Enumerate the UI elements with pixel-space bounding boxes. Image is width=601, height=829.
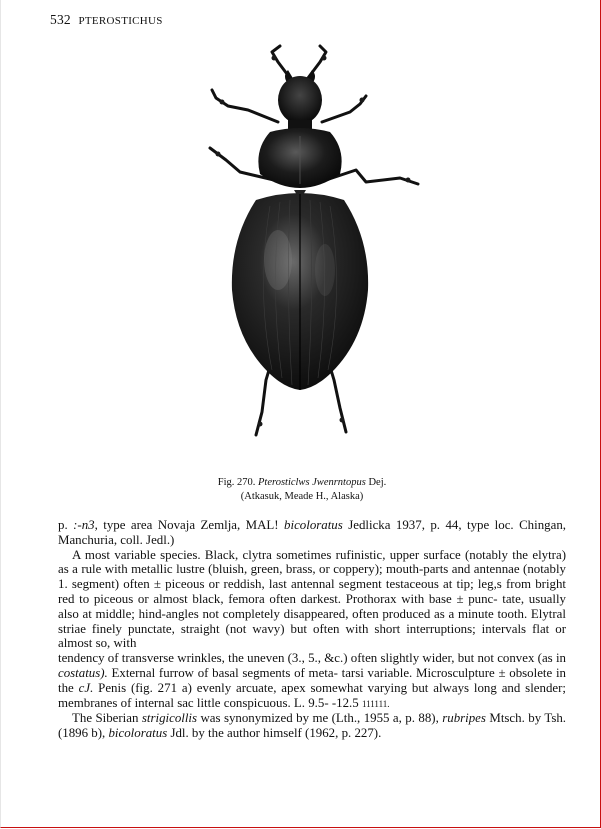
italic-text: :-n3, (73, 518, 98, 532)
caption-line-1 (120, 476, 484, 490)
italic-text: strigicollis (141, 711, 198, 726)
paragraph-3 (58, 651, 566, 711)
running-head (50, 12, 163, 28)
page-number: 532 (50, 12, 71, 27)
section-title: PTEROSTICHUS (78, 15, 163, 27)
paragraph-1 (58, 518, 566, 548)
italic-text: rubripes (442, 711, 486, 726)
figure-caption (120, 476, 484, 503)
text-run: Penis (fig. 271 a) evenly arcuate, apex somewhat varying but always long and slender; membranes of internal sac little conspicuous. L. 9.5- -12.5 (58, 680, 566, 710)
paragraph-2 (58, 548, 566, 652)
text-run: External furrow of basal segments of meta- tarsi variable. Microsculpture ± obsolete in the (58, 665, 566, 695)
italic-text: bicoloratus (284, 518, 343, 532)
figure-author: Dej. (368, 477, 387, 488)
italic-text: cJ. (78, 680, 94, 695)
italic-text: bicoloratus (108, 726, 168, 741)
text-run: Jdl. by the author himself (1962, p. 227). (167, 726, 382, 741)
figure-locality: (Atkasuk, Meade H., Alaska) (240, 490, 364, 502)
figure-species: Pterosticlws Jwenrntopus (258, 477, 366, 488)
text-run: was synonymized by me (Lth., 1955 a, p. 88), (197, 711, 443, 726)
beetle-illustration (170, 40, 430, 465)
text-run: Jedlicka 1937, p. 44, type loc. Chingan, Manchuria, coll. Jedl.) (58, 518, 566, 547)
small-text: 111111. (361, 698, 390, 709)
text-run: A most variable species. Black, clytra sometimes rufinistic, upper surface (notably the elytra) as a rule with metallic lustre (bluish, green, brass, or coppery); mouth-parts and antennae (notably 1. segment) often ± piceous or reddish, last antennal segment testaceous at tip; leg,s from bright red to piceous or almost black, femora often darkest. Prothorax with base ± punc- tate, usually also at middle; hind-angles not completely disappeared, often produced as a minute tooth. Elytral striae finely punctate, straight (not wavy) but often with short interruptions; intervals flat or almost so, with (58, 547, 566, 651)
text-run: p. (58, 518, 74, 532)
body-text (58, 518, 566, 741)
paragraph-4 (58, 711, 566, 741)
text-run: Mtsch. by Tsh. (1896 b), (58, 711, 567, 741)
italic-text: costatus). (58, 665, 108, 680)
text-run: tendency of transverse wrinkles, the uneven (3., 5., &c.) often slightly wider, but not convex (as in (58, 651, 566, 666)
beetle-figure (170, 40, 430, 465)
text-run: type area Novaja Zemlja, MAL! (97, 518, 285, 532)
text-run: The Siberian (72, 711, 142, 726)
figure-label: Fig. 270. (217, 477, 256, 488)
